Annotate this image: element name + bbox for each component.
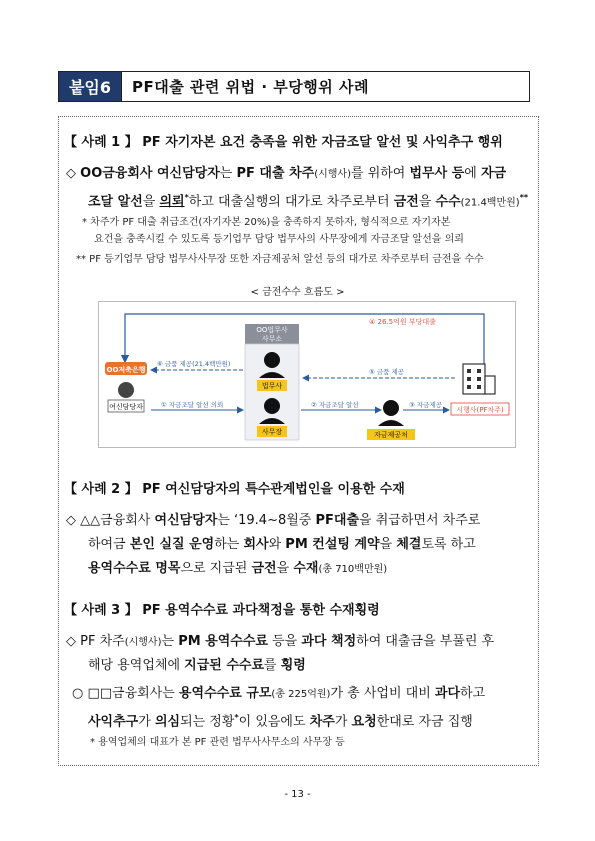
case2-line3: 용역수수료 명목으로 지급된 금전을 수재(총 710백만원) <box>88 561 388 576</box>
lawyer-icon <box>264 352 280 368</box>
funder-label: 자금제공처 <box>374 431 408 439</box>
lender-label: OO저축은행 <box>106 366 146 374</box>
case2-heading: 【 사례 2 】 PF 여신담당자의 특수관계법인을 이용한 수재 <box>64 482 405 497</box>
title-badge: 붙임6 <box>59 72 121 101</box>
manager-label: 사무장 <box>261 428 283 436</box>
manager-icon <box>264 398 280 414</box>
case1-line2: 조달 알선을 의뢰*하고 대출실행의 대가로 차주로부터 금전을 수수(21.4백만원)** <box>88 193 529 210</box>
flow-svg <box>99 302 517 449</box>
arrow-broker-label: ② 자금조달 알선 <box>311 401 359 409</box>
case3-heading: 【 사례 3 】 PF 용역수수료 과다책정을 통한 수재횡령 <box>64 603 380 618</box>
case1-heading: 【 사례 1 】 PF 자기자본 요건 충족을 위한 자금조달 알선 및 사익추구 행위 <box>64 135 503 150</box>
building-icon <box>463 364 485 394</box>
arrow-request-label: ① 자금조달 알선 의뢰 <box>161 401 224 409</box>
case3-line2: 해당 용역업체에 지급된 수수료를 횡령 <box>88 658 306 673</box>
flow-caption: < 금전수수 흐름도 > <box>250 287 345 298</box>
lawyer-label: 법무사 <box>261 382 283 390</box>
office-label: OO법무사 <box>256 326 288 334</box>
lender-person-icon <box>118 382 134 398</box>
funder-icon <box>383 400 399 416</box>
case1-note1b: 요건을 충족시킬 수 있도록 등기업무 담당 법무사의 사무장에게 자금조달 알선을 의뢰 <box>94 234 464 245</box>
arrow-give-label: ⑤ 금품 제공 <box>369 368 405 376</box>
case3-note: * 용역업체의 대표가 본 PF 관련 법무사사무소의 사무장 등 <box>90 737 345 748</box>
case2-line2: 하여금 본인 실질 운영하는 회사와 PM 컨설팅 계약을 체결토록 하고 <box>88 537 476 552</box>
case3-line4: 사익추구가 의심되는 정황*이 있음에도 차주가 요청한대로 자금 집행 <box>88 713 473 730</box>
office-sub-label: 사무소 <box>261 335 283 343</box>
case1-note2: ** PF 등기업무 담당 법무사사무장 또한 자금제공처 알선 등의 대가로 차주로부터 금전을 수수 <box>76 254 484 265</box>
case2-line1: ◇ △△금융회사 여신담당자는 ‘19.4~8월중 PF대출을 취급하면서 차주로 <box>66 513 481 528</box>
flow-diagram <box>98 301 516 448</box>
arrow-funds-label: ③ 자금제공 <box>409 401 443 409</box>
arrow-top-label: ④ 26.5억원 부당대출 <box>369 318 436 326</box>
case3-line3: ○ □□금융회사는 용역수수료 규모(총 225억원)가 총 사업비 대비 과다하고 <box>72 686 486 701</box>
lender-node <box>105 362 147 412</box>
case1-line1: ◇ OO금융회사 여신담당자는 PF 대출 차주(시행사)를 위하여 법무사 등에 자금 <box>66 166 507 181</box>
office-node <box>245 324 299 440</box>
page-number: - 13 - <box>284 789 311 800</box>
borrower-label: 시행사(PF차주) <box>456 406 504 414</box>
borrower-node <box>451 364 509 415</box>
funder-node <box>367 400 415 440</box>
lender-staff-label: 여신담당자 <box>109 403 143 411</box>
case1-note1a: * 차주가 PF 대출 취급조건(자기자본 20%)을 충족하지 못하자, 형식적으로 자기자본 <box>82 217 451 228</box>
page-title: PF대출 관련 위법 · 부당행위 사례 <box>121 72 529 101</box>
case3-line1: ◇ PF 차주(시행사)는 PM 용역수수료 등을 과다 책정하여 대출금을 부풀린 후 <box>66 634 495 649</box>
title-bar <box>58 71 530 102</box>
arrow-fee-label: ⑥ 금품 제공(21.4백만원) <box>157 360 231 368</box>
